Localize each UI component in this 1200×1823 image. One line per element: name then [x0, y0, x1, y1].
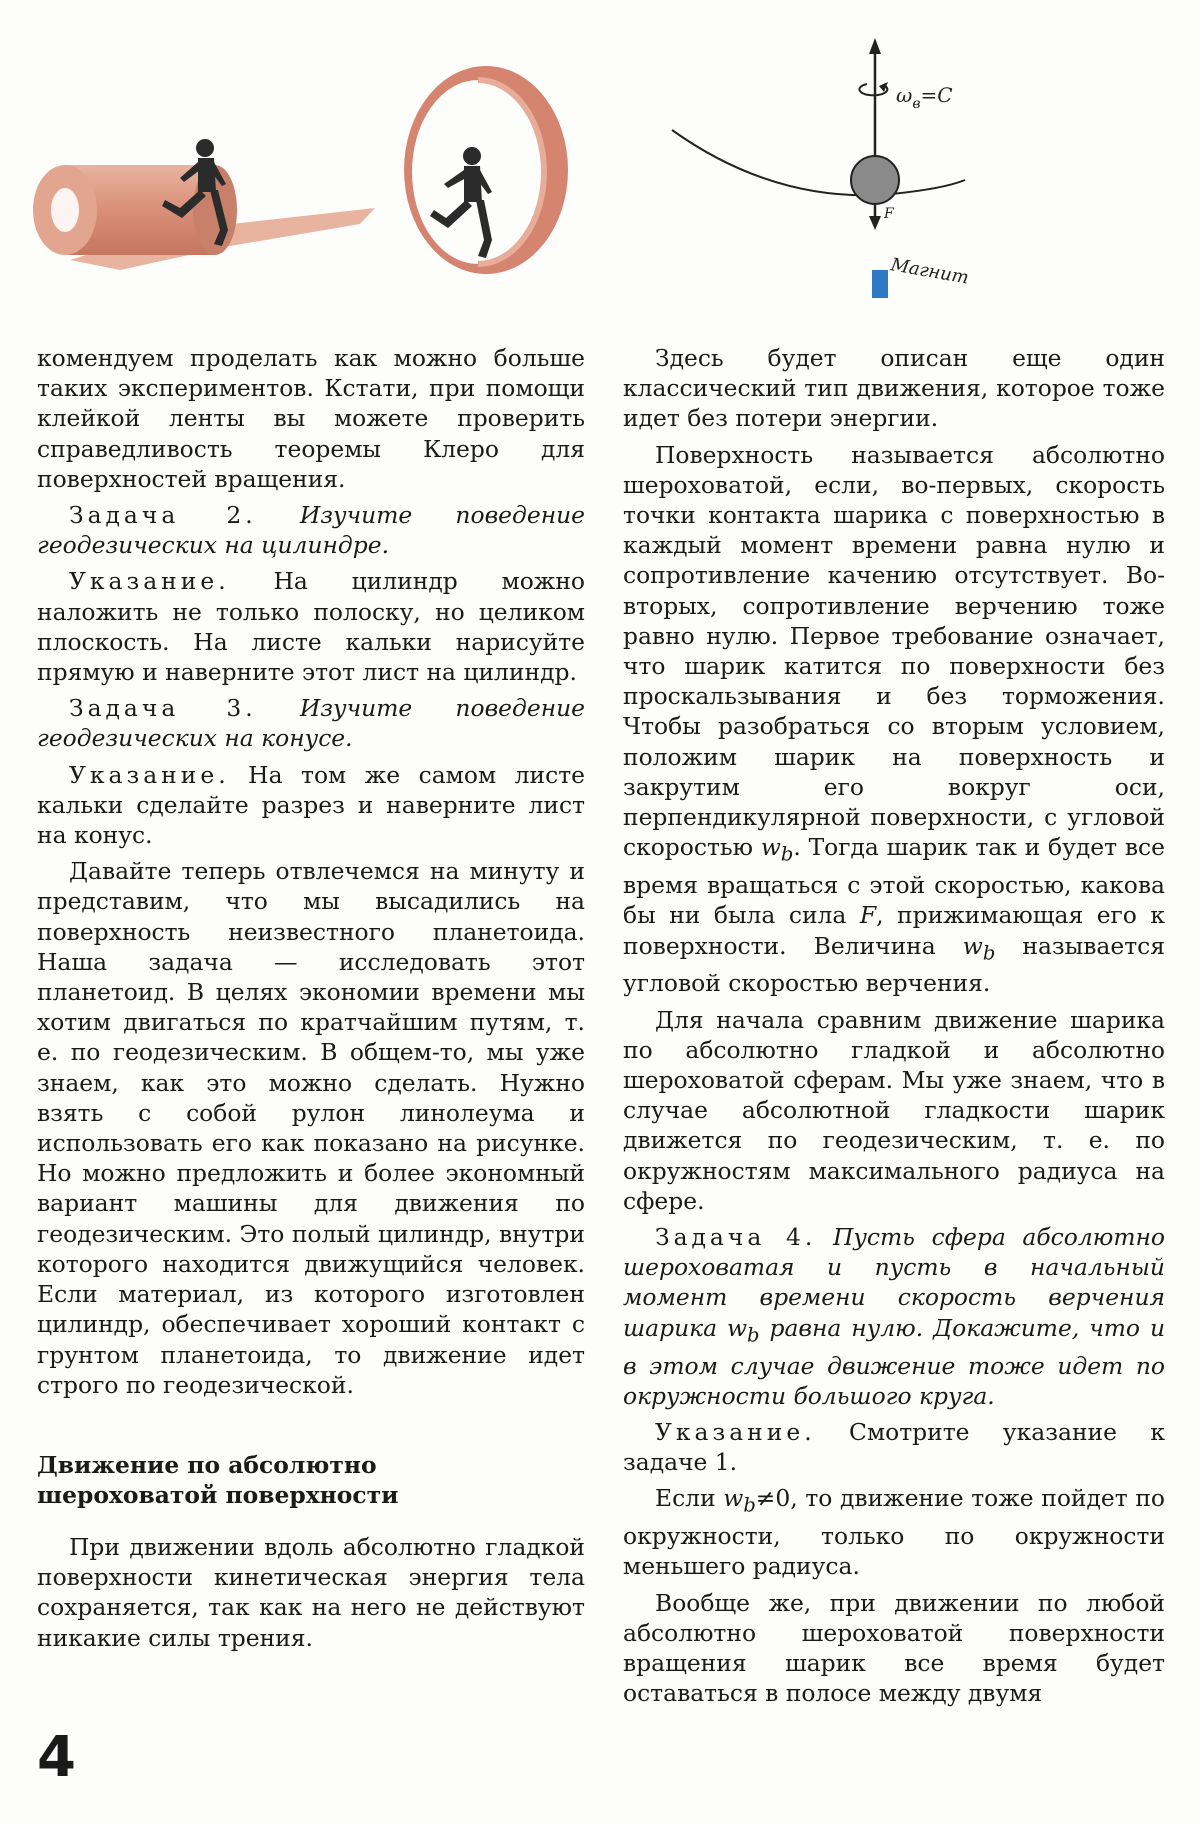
omega-subscript: в: [912, 96, 921, 112]
definition-part-2: . Тогда шарик так и будет все время вращаться с этой скоростью, какова бы ни была сила: [623, 833, 1165, 930]
nonzero-spin-paragraph: [623, 1483, 1165, 1581]
svg-text:ωв=C: [896, 83, 953, 112]
smooth-surface-paragraph: При движении вдоль абсолютно гладкой поверхности кинетическая энергия тела сохраняется, так как на него не действуют никакие силы трения.: [37, 1532, 585, 1652]
hint-3-text: На том же самом листе кальки сделайте разрез и наверните лист на конус.: [37, 760, 586, 850]
omega-equals-c: =C: [920, 83, 953, 107]
omega-b-symbol: $w_b$: [760, 833, 794, 866]
section-heading-line-2: шероховатой поверхности: [37, 1480, 399, 1509]
magnet: [872, 270, 888, 298]
hint-3: [37, 760, 585, 851]
task-3-text: Изучите поведение геодезических на конусе.: [37, 694, 586, 753]
nonzero-part-1: Если: [655, 1484, 716, 1513]
rough-surface-definition: [623, 440, 1165, 999]
left-paragraph-1: комендуем проделать как можно больше таких экспериментов. Кстати, при помощи клейкой ленты вы можете проверить справедливость теоремы Клеро для поверхностей вращения.: [37, 344, 585, 493]
ball: [851, 156, 899, 204]
hint-2: [37, 566, 585, 687]
omega-label: ω: [896, 83, 913, 107]
task-4-text-1: Пусть сфера абсолютно шероховатая и пусть в начальный момент времени скорость верчения шарика: [623, 1223, 1165, 1342]
task-4-label: Задача 4.: [655, 1223, 817, 1252]
magnet-label: Магнит: [889, 254, 971, 289]
force-arrow-label: F: [884, 206, 894, 222]
task-3: [37, 693, 585, 753]
right-column: [623, 343, 1165, 1714]
definition-part-1: Поверхность называется абсолютно шероховатой, если, во-первых, скорость точки контакта шарика с поверхностью в каждый момент времени равна нулю и сопротивление качению отсутствует. Во-вторых, сопротивление верчению тоже равно нулю. Первое требование означает, что шарик катится по поверхности без проскальзывания и без торможения. Чтобы разобраться со вторым условием, положим шарик на поверхность и закрутим его вокруг оси, перпендикулярной поверхности, с угловой скоростью: [623, 440, 1165, 862]
hint-4-label: Указание.: [655, 1417, 816, 1446]
not-equal-zero: ≠0: [755, 1484, 791, 1513]
ball-spin-diagram: [660, 30, 1020, 320]
hint-4-text: Смотрите указание к задаче 1.: [623, 1417, 1165, 1477]
hint-4: [623, 1417, 1165, 1477]
definition-part-3: , прижимающая его к поверхности. Величина: [623, 901, 1165, 960]
general-rough-surface-paragraph: Вообще же, при движении по любой абсолютно шероховатой поверхности вращения шарик все время будет оставаться в полосе между двумя: [623, 1588, 1165, 1708]
hint-2-label: Указание.: [69, 567, 230, 596]
task-4: [623, 1222, 1165, 1411]
omega-b-symbol-2: $w_b$: [962, 931, 996, 965]
hint-2-text: На цилиндр можно наложить не только полоску, но целиком плоскость. На листе кальки нарисуйте прямую и наверните этот лист на цилиндр.: [37, 567, 586, 687]
task-2-text: Изучите поведение геодезических на цилиндре.: [37, 501, 586, 560]
task-3-label: Задача 3.: [69, 694, 257, 723]
definition-part-4: называется угловой скоростью верчения.: [623, 931, 1166, 998]
task-2-label: Задача 2.: [69, 501, 257, 530]
section-heading-line-1: Движение по абсолютно: [37, 1450, 377, 1479]
section-heading: [37, 1450, 585, 1510]
force-symbol: F: [859, 901, 877, 930]
omega-b-symbol-4: $w_b$: [723, 1484, 756, 1517]
sphere-comparison-paragraph: Для начала сравним движение шарика по абсолютно гладкой и абсолютно шероховатой сферам. Мы уже знаем, что в случае абсолютной гладкости шарик движется по геодезическим, т. е. по окружностям максимального радиуса на сфере.: [623, 1005, 1165, 1215]
left-column: [37, 343, 585, 1659]
hint-3-label: Указание.: [69, 760, 230, 789]
planetoid-paragraph: Давайте теперь отвлечемся на минуту и представим, что мы высадились на поверхность неизвестного планетоида. Наша задача — исследовать этот планетоид. В целях экономии времени мы хотим двигаться по кратчайшим путям, т. е. по геодезическим. В общем-то, мы уже знаем, как это можно сделать. Нужно взять с собой рулон линолеума и использовать его как показано на рисунке. Но можно предложить и более экономный вариант машины для движения по геодезическим. Это полый цилиндр, внутри которого находится движущийся человек. Если материал, из которого изготовлен цилиндр, обеспечивает хороший контакт с грунтом планетоида, то движение идет строго по геодезической.: [37, 857, 585, 1399]
hollow-cylinder-illustration: [378, 60, 588, 280]
task-4-text-2: равна нулю. Докажите, что и в этом случае движение тоже идет по окружности большого круга.: [623, 1313, 1166, 1410]
nonzero-part-2: , то движение тоже пойдет по окружности, только по окружности меньшего радиуса.: [623, 1484, 1166, 1581]
task-2: [37, 500, 585, 560]
linoleum-roll-illustration: [30, 120, 390, 270]
page-number: 4: [37, 1725, 76, 1790]
omega-b-symbol-3: $w_b$: [727, 1313, 760, 1347]
right-paragraph-1: Здесь будет описан еще один классический тип движения, которое тоже идет без потери энергии.: [623, 344, 1165, 433]
